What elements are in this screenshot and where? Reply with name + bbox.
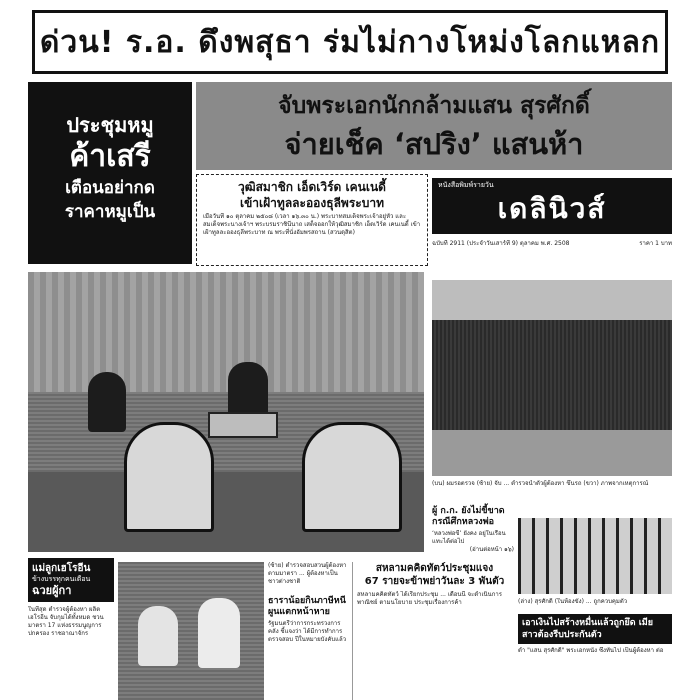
kennedy-story xyxy=(196,174,428,266)
kennedy-headline1: วุฒิสมาชิก เอ็ดเวิร์ด เคนเนดี้ xyxy=(238,180,386,194)
heroin-title: แม่ลูกเฮโรอีน xyxy=(32,563,91,574)
arrest-caption: (บน) ผมรอตรวจ (ซ้าย) จับ ... ตำรวจนำตัวผู้ต้องหา ขึ้นรถ (ขวา) ภาพจากเหตุการณ์ xyxy=(432,480,649,487)
masthead xyxy=(432,174,672,266)
tax-body: รัฐมนตรีว่าการกระทรวงการคลัง ชี้แจงว่า ได้มีการทำการตรวจสอบ ปีในหมายบังคับแล้ว xyxy=(268,620,347,643)
masthead-logo-box xyxy=(432,178,672,234)
left-headline-box xyxy=(28,82,192,264)
heroin-sub: ข้างบรรทุกคนเตือน xyxy=(32,575,91,583)
heroin-sub2: ฉวยผู้กา xyxy=(32,584,72,597)
livestock-body: สหลามคคิดทัตว์ ได้เรียกประชุม ... เดือนนี้ จะดำเนินการพาณิชย์ ตามนโยบาย ประชุมเรื่องการค้า xyxy=(357,591,502,606)
masthead-small: หนังสือพิมพ์รายวัน xyxy=(438,181,494,189)
bottom-right-caption: (ล่าง) สุรศักดิ์ (ในห้องขัง) ... ถูกควบคุมตัว xyxy=(518,598,628,605)
photo-wall-detail xyxy=(28,272,424,392)
livestock-story xyxy=(352,562,512,700)
top-banner xyxy=(196,82,672,170)
bottom-right-headline: เอาเงินไปสร้างหมื่นแล้วถูกยึด เมียสาวต้องรีบประกันตัว xyxy=(522,618,653,640)
heroin-title-box xyxy=(28,558,114,602)
arrest-photo xyxy=(432,280,672,476)
kennedy-body: เมื่อวันที่ ๑๐ ตุลาคม ๒๕๐๘ (เวลา ๑๖.๓๐ น.) พระบาทสมเด็จพระเจ้าอยู่หัว และสมเด็จพระนางเจ้าฯ พระบรมราชินีนาถ เสด็จออกให้วุฒิสมาชิก เอ็ดเวิร์ด เคนเนดี้ เข้าเฝ้าทูลละอองธุลีพระบาท ณ พระที่นั่งอัมพรสถาน (สวนดุสิต) xyxy=(203,213,421,236)
masthead-price: ราคา 1 บาท xyxy=(639,240,672,247)
left-box-line1: ประชุมหมู xyxy=(66,113,154,137)
livestock-headline: สหลามคคิดทัตว์ประชุมแจง xyxy=(375,563,494,574)
bottom-right-headline-box xyxy=(518,614,672,644)
kennedy-headline2: เข้าเฝ้าทูลละอองธุลีพระบาท xyxy=(240,196,384,210)
tax-intro: (ซ้าย) ตำรวจสอบสวนผู้ต้องหาตามมาตรา ... ผู้ต้องหาเป็นชาวต่างชาติ xyxy=(268,562,347,585)
chair-right xyxy=(302,422,402,532)
tax-headline: ธาราน้อยกินภาษีหนี ผูนแตกหน้าหาย xyxy=(268,596,346,617)
person-left xyxy=(88,372,126,432)
arrest-photo-sky xyxy=(432,280,672,320)
right-mid-more: (อ่านต่อหน้า ๑๖) xyxy=(469,546,514,553)
masthead-issue: ฉบับที่ 2911 (ประจำวันเสาร์ที่ 9) ตุลาคม พ.ศ. 2508 xyxy=(432,240,570,247)
bottom-meeting-person xyxy=(138,606,178,666)
main-headline: ด่วน! ร.อ. ดึงพสุธา ร่มไม่กางโหม่งโลกแหลก xyxy=(32,10,668,74)
bottom-right-story xyxy=(518,598,672,700)
right-mid-quote: ‘หลวงพ่อขี้’ ยังคง อยู่ในเรือนแทะได้ต่อไป xyxy=(432,530,506,545)
heroin-body: ในที่สุด ตำรวจผู้ต้องหา ผลิตเฮโรอีน จับกุมได้ทั้งหมด ชวนมาตรา 17 แห่งธรรมนูญการปกครอง ราชอาณาจักร xyxy=(28,606,104,637)
banner-line1: จับพระเอกนักกล้ามแสน สุรศักดิ์ xyxy=(278,93,590,119)
jail-photo xyxy=(518,518,672,594)
left-box-line4: ราคาหมูเป็น xyxy=(64,202,156,222)
bottom-right-body: ดำ "แสน สุรศักดิ์" พระเอกหนัง ซึ่งทันไป เป็นผู้ต้องหา ต่อ xyxy=(518,647,664,654)
bottom-meeting-photo xyxy=(118,562,264,700)
left-box-line3: เตือนอย่ากด xyxy=(65,178,155,198)
masthead-title: เดลินิวส์ xyxy=(497,192,607,225)
audience-photo xyxy=(28,272,424,552)
bottom-left-story xyxy=(28,558,114,700)
bottom-meeting-person2 xyxy=(198,598,240,668)
arrest-photo-ground xyxy=(432,430,672,476)
banner-line2: จ่ายเช็ค ‘สปริง’ แสนห้า xyxy=(284,127,584,161)
chair-left xyxy=(124,422,214,532)
table xyxy=(208,412,278,438)
right-mid-headline: ผู้ ก.ก. ยังไม่ขี้ขาด กรณีศึกหลวงพ่อ xyxy=(432,506,505,527)
left-box-line2: ค้าเสรี xyxy=(69,139,151,174)
tax-story xyxy=(268,562,348,700)
livestock-headline2: 67 รายจะข้าพย่าวันละ 3 พันตัว xyxy=(364,576,505,587)
